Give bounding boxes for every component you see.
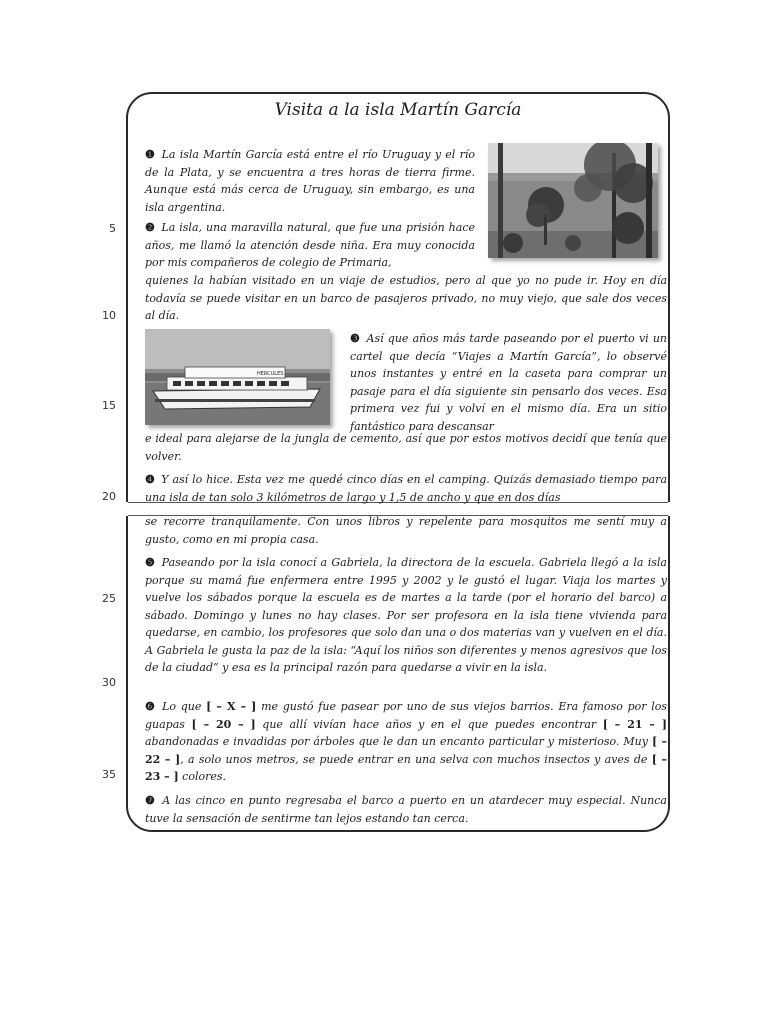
paragraph-5	[145, 554, 667, 677]
paragraph-6-text-1: Lo que	[162, 700, 207, 713]
paragraph-number-4: ❹	[145, 473, 156, 486]
line-number-30: 30	[102, 676, 116, 689]
line-number-5: 5	[109, 222, 116, 235]
paragraph-4-start	[145, 471, 667, 506]
line-number-35: 35	[102, 768, 116, 781]
paragraph-number-3: ❸	[350, 332, 361, 345]
gap-23: [ – 23 – ]	[145, 752, 668, 783]
paragraph-number-6: ❻	[145, 700, 157, 713]
paragraph-2-end: quienes la habían visitado en un viaje de estudios, pero al que yo no pude ir. Hoy en día todavía se puede visitar en un barco de pasajeros privado, no muy viejo, que sale dos veces al día.	[145, 274, 667, 322]
paragraph-6	[145, 698, 667, 786]
line-number-15: 15	[102, 399, 116, 412]
paragraph-7-text: A las cinco en punto regresaba el barco a puerto en un atardecer muy especial. Nunca tuve la sensación de sentirme tan lejos estando tan cerca.	[145, 794, 667, 825]
paragraph-3-text-start: Así que años más tarde paseando por el puerto vi un cartel que decía “Viajes a Martín García”, lo observé unos instantes y entré en la caseta para comprar un pasaje para el día siguiente sin pensarlo dos veces. Esa primera vez fui y volví en el mismo día. Era un sitio fantástico para descansar	[350, 332, 667, 433]
paragraph-3-end: e ideal para alejarse de la jungla de cemento, así que por estos motivos decidí que tenía que volver.	[145, 432, 667, 463]
gap-21: [ – 21 – ]	[602, 717, 667, 731]
gap-22: [ – 22 – ]	[145, 735, 667, 766]
island-photo	[488, 143, 658, 258]
line-number-20: 20	[102, 490, 116, 503]
paragraph-3-start	[350, 330, 667, 435]
gap-x: [ – X – ]	[206, 700, 257, 713]
paragraph-6-text-3: que allí vivían hace años y en el que puedes encontrar	[255, 717, 603, 731]
paragraph-6-text-4: abandonadas e invadidas por árboles que le dan un encanto particular y misterioso. Muy	[145, 735, 652, 748]
paragraph-6-text-6: colores.	[178, 770, 227, 783]
paragraph-6-text-5: , a solo unos metros, se puede entrar en una selva con muchos insectos y aves de	[180, 752, 652, 766]
paragraph-7	[145, 792, 667, 827]
paragraph-1	[145, 146, 475, 216]
paragraph-4-end: se recorre tranquilamente. Con unos libros y repelente para mosquitos me sentí muy a gusto, como en mi propia casa.	[145, 515, 667, 546]
paragraph-number-5: ❺	[145, 556, 156, 569]
paragraph-number-7: ❼	[145, 794, 157, 807]
paragraph-5-text: Paseando por la isla conocí a Gabriela, la directora de la escuela. Gabriela llegó a la isla porque su mamá fue enfermera entre 1995 y 2002 y le gustó el lugar. Viaja los martes y vuelve los sábados porque la escuela es de martes a la tarde (por el horario del barco) a sábado. Domingo y lunes no hay clases. Por ser profesora en la isla tiene vivienda para quedarse, en cambio, los profesores que solo dan una o dos materias van y vuelven en el día. A Gabriela le gusta la paz de la isla: “Aquí los niños son diferentes y menos agresivos que los de la ciudad” y esa es la principal razón para quedarse a vivir en la isla.	[145, 556, 667, 674]
paragraph-6-text-2: me gustó fue pasear por uno de sus viejos barrios. Era famoso por los guapas	[145, 700, 668, 731]
boat-photo	[145, 329, 330, 425]
gap-20: [ – 20 – ]	[191, 717, 256, 731]
paragraph-4-text-start: Y así lo hice. Esta vez me quedé cinco días en el camping. Quizás demasiado tiempo para una isla de tan solo 3 kilómetros de largo y 1,5 de ancho y que en dos días	[145, 473, 667, 504]
paragraph-2-text-start: La isla, una maravilla natural, que fue una prisión hace años, me llamó la atención desde niña. Era muy conocida por mis compañeros de colegio de Primaria,	[145, 221, 475, 269]
paragraph-1-text: La isla Martín García está entre el río Uruguay y el río de la Plata, y se encuentra a tres horas de tierra firme. Aunque está más cerca de Uruguay, sin embargo, es una isla argentina.	[145, 148, 475, 214]
paragraph-number-2: ❷	[145, 221, 156, 234]
paragraph-number-1: ❶	[145, 148, 156, 161]
boat-name-label: HERCULES	[257, 371, 284, 377]
line-number-10: 10	[102, 309, 116, 322]
page-title: Visita a la isla Martín García	[274, 100, 522, 120]
line-number-25: 25	[102, 592, 116, 605]
paragraph-2-start	[145, 219, 475, 272]
